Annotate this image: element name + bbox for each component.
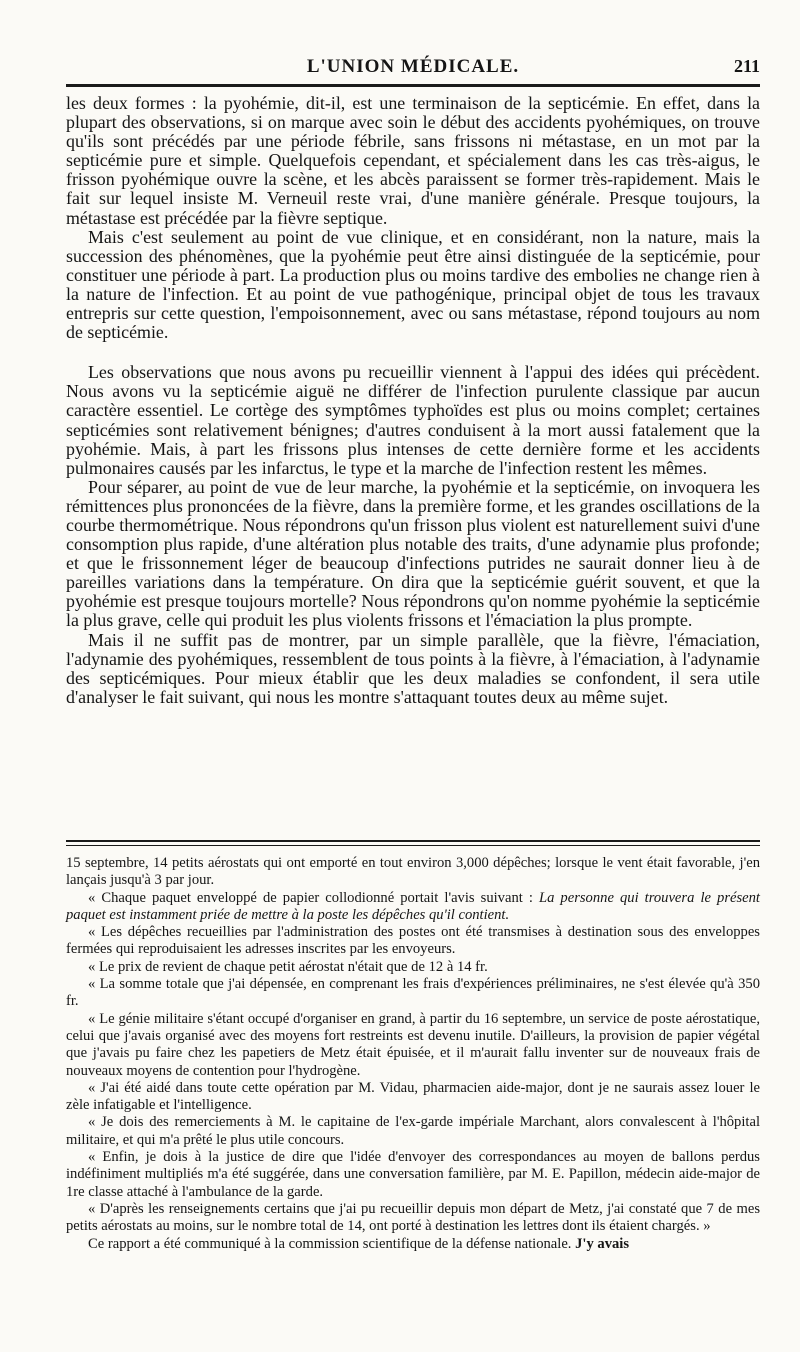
footnote-paragraph-11 [66,1236,760,1253]
page-number: 211 [733,56,760,76]
footnote-paragraph-5: « La somme totale que j'ai dépensée, en comprenant les frais d'expériences préliminaires, ne s'est élevée qu'à 350 fr. [66,976,760,1010]
footnote-line-1: 15 septembre, 14 petits aérostats qui ont emporté en tout environ 3,000 dépêches; lorsque le vent était favorable, j'en lançais jusqu'à 3 par jour. [66,855,760,889]
footnote-11-lead: Ce rapport a été communiqué à la commission scientifique de la défense nationale. [88,1235,572,1252]
header-rule [66,84,760,87]
footnote-block [66,855,760,1253]
footnote-paragraph-2 [66,890,760,925]
footnote-paragraph-9: « Enfin, je dois à la justice de dire que l'idée d'envoyer des correspondances au moyen de ballons perdus indéfiniment multipliés m'a été suggérée, dans une conversation familière, par M. E. Papillon, médecin aide-major de 1re classe attaché à l'ambulance de la garde. [66,1149,760,1200]
footnote-paragraph-3: « Les dépêches recueillies par l'administration des postes ont été transmises à destination sous des enveloppes fermées qui reproduisaient les adresses inscrites par les envoyeurs. [66,924,760,958]
footnote-2-italic: La personne qui trouvera le présent paquet est instamment priée de mettre à la poste les dépêches qu'il contient. [66,889,760,923]
footnote-paragraph-4: « Le prix de revient de chaque petit aérostat n'était que de 12 à 14 fr. [88,958,488,975]
journal-title: L'UNION MÉDICALE. [306,56,520,77]
footnote-2-lead: « Chaque paquet enveloppé de papier collodionné portait l'avis suivant : [88,889,539,906]
paragraph-4: Pour séparer, au point de vue de leur marche, la pyohémie et la septicémie, on invoquera les rémittences plus prononcées de la fièvre, dans la première forme, et les grandes oscillations de la courbe thermométrique. Nous répondrons qu'un frisson plus violent est naturellement suivi d'une consomption plus rapide, d'une altération plus notable des traits, d'une adynamie plus profonde; et que le frissonnement léger de beaucoup d'infections putrides ne saurait donner lieu à de pareilles variations dans la température. On dira que la septicémie guérit souvent, et que la pyohémie est presque toujours mortelle? Nous répondrons qu'on nomme pyohémie la septicémie la plus grave, celle qui produit les plus violents frissons et l'émaciation la plus prompte. [66,476,760,631]
main-text [66,94,760,707]
footnote-separator [66,840,760,846]
running-head [66,56,760,80]
footnote-paragraph-6: « Le génie militaire s'étant occupé d'organiser en grand, à partir du 16 septembre, un service de poste aérostatique, celui que j'avais organisé avec des moyens fort restreints est devenu inutile. D'ailleurs, la provision de papier végétal que j'avais pu faire chez les papetiers de Metz était épuisée, et il m'aurait fallu inventer sur de nouveaux frais de nouveaux moyens de contention pour l'hydrogène. [66,1010,760,1079]
paragraph-2: Mais c'est seulement au point de vue clinique, et en considérant, non la nature, mais la succession des phénomènes, que la pyohémie peut être ainsi distinguée de la septicémie, pour constituer une période à part. La production plus ou moins tardive des embolies ne change rien à la nature de l'infection. Et au point de vue pathogénique, principal objet de tous les travaux entrepris sur cette question, l'empoisonnement, avec ou sans métastase, répond toujours au nom de septicémie. [66,226,760,343]
paragraph-5: Mais il ne suffit pas de montrer, par un simple parallèle, que la fièvre, l'émaciation, l'adynamie des pyohémiques, ressemblent de tous points à la fièvre, à l'émaciation, à l'adynamie des septicémiques. Pour mieux établir que les deux maladies se confondent, il sera utile d'analyser le fait suivant, qui nous les montre s'attaquant toutes deux au même sujet. [66,629,760,707]
footnote-11-bold: J'y avais [571,1235,630,1252]
footnote-paragraph-10: « D'après les renseignements certains que j'ai pu recueillir depuis mon départ de Metz, j'ai constaté que 7 de mes petits aérostats au moins, sur le nombre total de 14, ont porté à destination les lettres dont ils étaient chargés. » [66,1200,760,1235]
footnote-paragraph-8: « Je dois des remerciements à M. le capitaine de l'ex-garde impériale Marchant, alors convalescent à l'hôpital militaire, et qui m'a prêté le plus utile concours. [66,1114,760,1148]
paragraph-3: Les observations que nous avons pu recueillir viennent à l'appui des idées qui précèdent. Nous avons vu la septicémie aiguë ne différer de l'infection purulente classique par aucun caractère essentiel. Le cortège des symptômes typhoïdes est plus ou moins complet; certaines septicémies sont relativement bénignes; d'autres conduisent à la mort aussi fatalement que la pyohémie. Mais, à part les frissons plus intenses de cette dernière forme et les accidents pulmonaires causés par les infarctus, le type et la marche de l'infection restent les mêmes. [66,362,760,478]
footnote-paragraph-7: « J'ai été aidé dans toute cette opération par M. Vidau, pharmacien aide-major, dont je ne saurais assez louer le zèle infatigable et l'intelligence. [66,1079,760,1114]
paragraph-1: les deux formes : la pyohémie, dit-il, est une terminaison de la septicémie. En effet, dans la plupart des observations, si on marque avec soin le début des accidents pyohémiques, on trouve qu'ils sont précédés par une période fébrile, sans frissons ni métastase, en un mot par la septicémie pure et simple. Quelquefois cependant, et spécialement dans les cas très-aigus, le frisson pyohémique ouvre la scène, et les abcès paraissent se former très-rapidement. Mais le fait sur lequel insiste M. Verneuil reste vrai, d'une manière générale. Presque toujours, la métastase est précédée par la fièvre septique. [66,93,760,228]
